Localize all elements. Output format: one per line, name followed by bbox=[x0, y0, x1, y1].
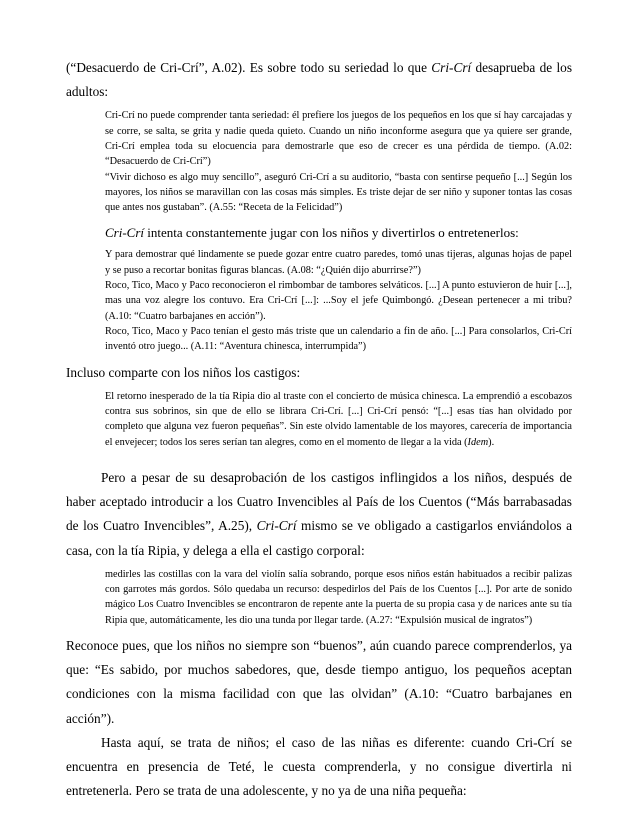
block-quote-juegos bbox=[105, 247, 572, 354]
paragraph-text-c: mismo se ve obligado a castigarlos enviándolos a casa, con la tía Ripia, y delega a ella el castigo corporal: bbox=[66, 518, 572, 558]
quote-text-c: ). bbox=[488, 436, 495, 448]
paragraph-intro-text-a: (“Desacuerdo de Cri-Crí”, A.02). Es sobre todo su seriedad lo que bbox=[66, 60, 432, 75]
quote-line: Roco, Tico, Maco y Paco tenían el gesto más triste que un calendario a fin de año. [...] Para consolarlos, Cri-Crí inventó otro juego... (A.11: “Aventura chinesca, interrumpida”) bbox=[105, 325, 572, 353]
block-quote-seriedad bbox=[105, 108, 572, 215]
block-quote-expulsion bbox=[105, 567, 572, 628]
paragraph-text-a: Pero a pesar de su desaprobación de los castigos inflingidos a los niños, después de haber aceptado introducir a los Cuatro Invencibles al País de los Cuentos (“Más barrabasadas de los Cuatro Invencibles”, A.25), bbox=[66, 469, 572, 534]
paragraph-intro-italic: Cri-Crí bbox=[431, 60, 472, 75]
paragraph-reconoce: Reconoce pues, que los niños no siempre son “buenos”, aún cuando parece comprenderlos, ya que: “Es sabido, por muchos sabedores, que, desde tiempo antiguo, los pequeños aceptan condiciones con la misma facilidad con que las olvidan” (A.10: “Cuatro barbajanes en acción”). bbox=[66, 637, 572, 726]
quote-line bbox=[105, 389, 572, 450]
quote-line: Roco, Tico, Maco y Paco reconocieron el rimbombar de tambores selváticos. [...] A punto estuvieron de huir [...], mas una voz alegre los contuvo. Era Cri-Crí [...]: ...Soy el jefe Quimbongó. ¿Desean pertenecer a mi tribu? (A.10: “Cuatro barbajanes en acción”). bbox=[105, 280, 572, 322]
subheading-text: intenta constantemente jugar con los niños y divertirlos o entretenerlos: bbox=[144, 225, 519, 241]
quote-line: medirles las costillas con la vara del violín salía sobrando, porque esos niños están habituados a recibir palizas con garrotes más gordos. Sólo quedaba un recurso: despedirlos del País de los Cuentos [...]. Por arte de sonido mágico Los Cuatro Invencibles se encontraron de repente ante la puerta de su propia casa y de narices ante su tía Ripia que, automáticamente, les dio una tunda por llegar tarde. (A.27: “Expulsión musical de ingratos”) bbox=[105, 568, 572, 626]
quote-text-a: El retorno inesperado de la tía Ripia dio al traste con el concierto de música chinesca. La emprendió a escobazos contra sus sobrinos, sin que de ello se librara Cri-Crí. [...] Cri-Crí pensó: “[...] esas tías han olvidado por completo que alguna vez fueron pequeñas”. Sin este olvido lamentable de los mayores, carecería de importancia el envejecer; todos los seres serían tan alegres, como en el momento de llegar a la vida ( bbox=[105, 390, 572, 448]
paragraph-italic: Cri-Crí bbox=[256, 518, 297, 534]
paragraph-ninas: Hasta aquí, se trata de niños; el caso de las niñas es diferente: cuando Cri-Crí se encuentra en presencia de Teté, le cuesta comprenderla, y no consigue divertirla ni entretenerla. Pero se trata de una adolescente, y no ya de una niña pequeña: bbox=[66, 734, 572, 799]
subheading-juegos bbox=[105, 223, 572, 243]
paragraph-castigos: Incluso comparte con los niños los castigos: bbox=[66, 364, 301, 380]
quote-line: Y para demostrar qué lindamente se puede gozar entre cuatro paredes, tomó unas tijeras, algunas hojas de papel y se puso a recortar bonitas figuras blancas. (A.08: “¿Quién dijo aburrirse?”) bbox=[105, 249, 572, 276]
paragraph-desaprobacion bbox=[66, 466, 572, 563]
quote-italic: Idem bbox=[467, 436, 489, 448]
paragraph-intro bbox=[66, 56, 572, 104]
paragraph-intro-text-c: desaprueba de los adultos: bbox=[66, 60, 572, 100]
subheading-italic: Cri-Crí bbox=[105, 225, 145, 241]
quote-line: “Vivir dichoso es algo muy sencillo”, aseguró Cri-Crí a su auditorio, “basta con sentirse pequeño [...] Según los mayores, los niños se maravillan con las cosas más simples. Es triste dejar de ser niño y suponer tontas las cosas que antes nos gustaban”. (A.55: “Receta de la Felicidad”) bbox=[105, 171, 572, 214]
quote-line: Cri-Crí no puede comprender tanta seriedad: él prefiere los juegos de los pequeños en los que sí hay carcajadas y se corre, se salta, se grita y nadie queda quieto. Cuando un niño inconforme asegura que ya quiere ser grande, Cri-Crí emplea toda su elocuencia para demostrarle que eso de crecer es una pérdida de tiempo. (A.02: “Desacuerdo de Cri-Crí”) bbox=[105, 110, 572, 168]
block-quote-castigos bbox=[105, 389, 572, 450]
